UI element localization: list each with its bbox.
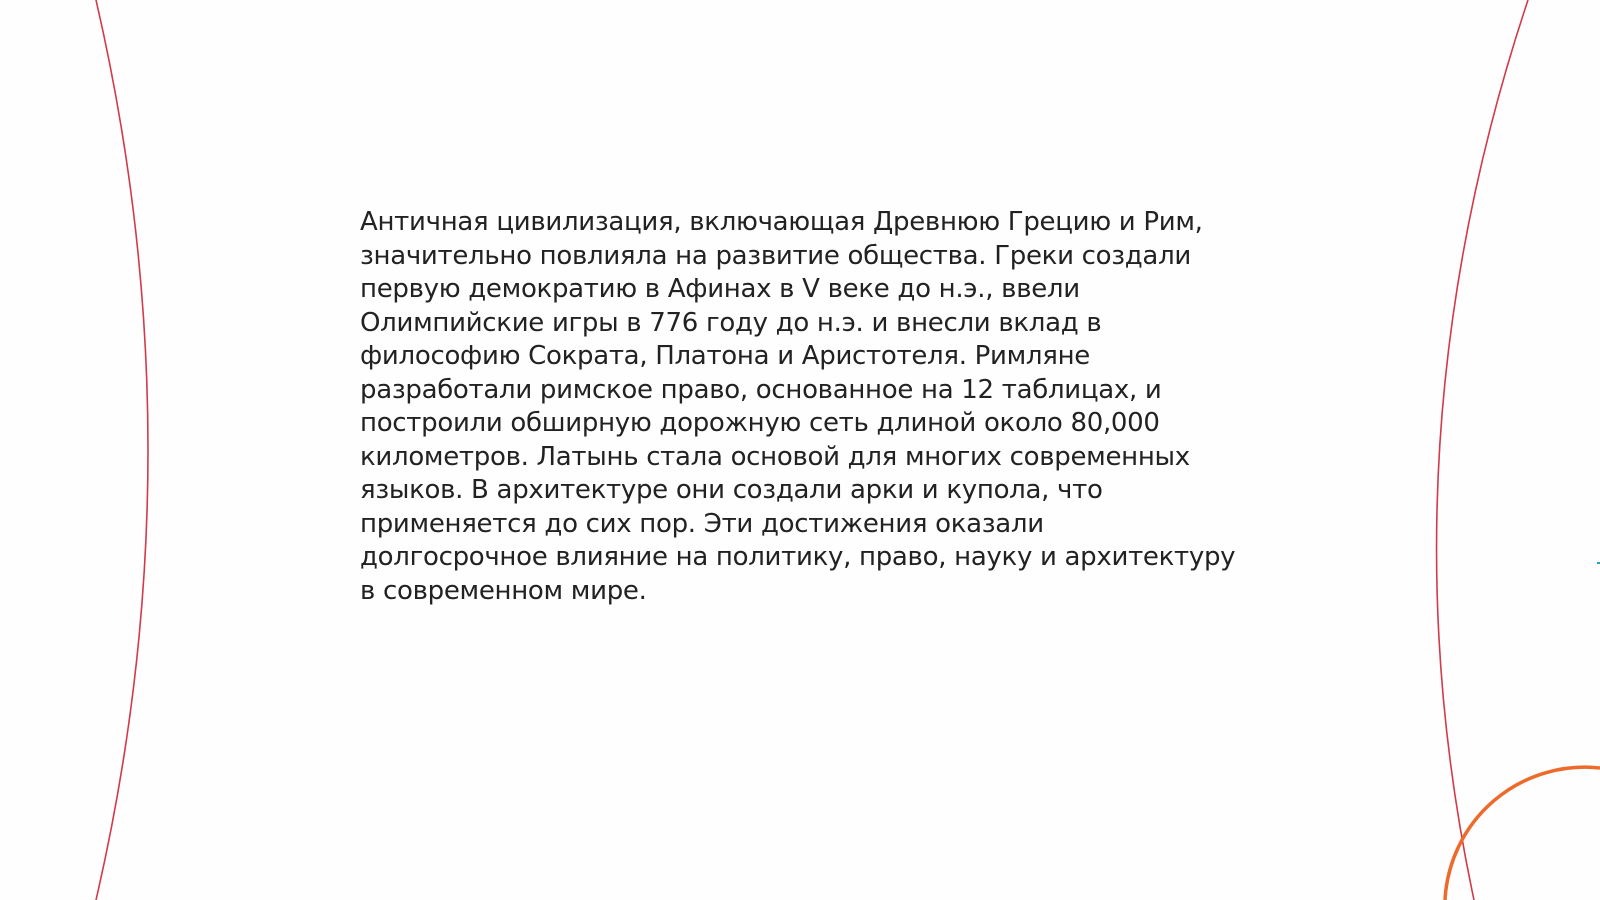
left-curve-line bbox=[96, 0, 148, 900]
accent-orange-arc bbox=[1445, 767, 1600, 900]
paragraph-line: первую демократию в Афинах в V веке до н.э., ввели bbox=[360, 274, 1080, 304]
paragraph-line: в современном мире. bbox=[360, 575, 647, 606]
paragraph-line: километров. Латынь стала основой для многих современных bbox=[360, 441, 1190, 472]
right-curve-line bbox=[1437, 0, 1528, 900]
paragraph-line: Античная цивилизация, включающая Древнюю Грецию и Рим, bbox=[360, 207, 1203, 237]
paragraph-line: значительно повлияла на развитие общества. Греки создали bbox=[360, 240, 1191, 271]
main-paragraph bbox=[360, 206, 1260, 608]
paragraph-line: языков. В архитектуре они создали арки и купола, что bbox=[360, 475, 1103, 505]
paragraph-line: философию Сократа, Платона и Аристотеля. Римляне bbox=[360, 341, 1090, 371]
paragraph-line: применяется до сих пор. Эти достижения оказали bbox=[360, 508, 1044, 539]
paragraph-line: построили обширную дорожную сеть длиной около 80,000 bbox=[360, 408, 1160, 438]
paragraph-line: Олимпийские игры в 776 году до н.э. и внесли вклад в bbox=[360, 307, 1102, 338]
paragraph-line: разработали римское право, основанное на 12 таблицах, и bbox=[360, 374, 1162, 405]
paragraph-line: долгосрочное влияние на политику, право, науку и архитектуру bbox=[360, 542, 1236, 572]
